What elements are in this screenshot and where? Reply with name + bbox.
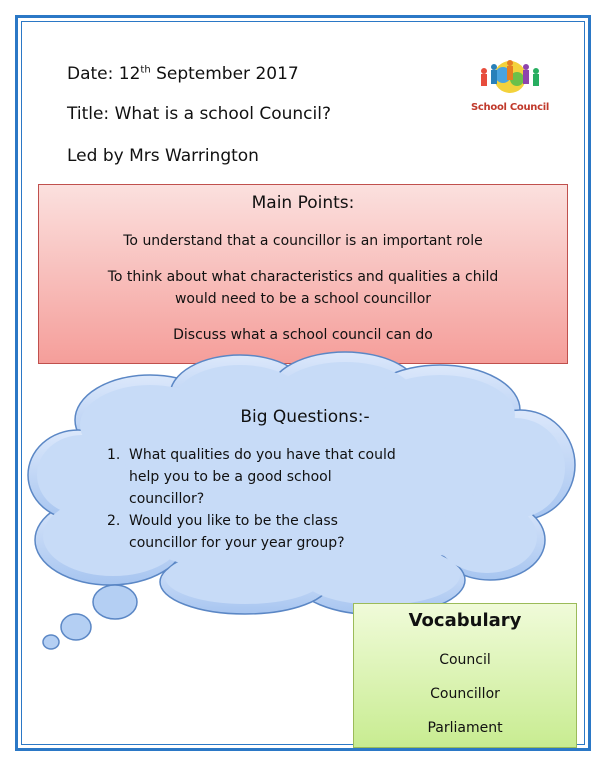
main-point-2b: would need to be a school councillor xyxy=(174,291,432,307)
main-point-1: To understand that a councillor is an important role xyxy=(123,233,483,249)
main-points-heading: Main Points: xyxy=(251,193,355,213)
logo-text: School Council xyxy=(471,102,549,113)
vocabulary-box xyxy=(353,603,577,748)
vocabulary-heading: Vocabulary xyxy=(408,610,522,631)
vocab-word-councillor: Councillor xyxy=(430,686,500,702)
big-question-1: 1. What qualities do you have that could help you to be a good school councillor? xyxy=(107,447,396,507)
big-question-2: 2. Would you like to be the class councillor for your year group? xyxy=(107,513,345,551)
thought-bubble-trail xyxy=(43,585,137,649)
big-questions-heading: Big Questions:- xyxy=(240,407,370,427)
date-line: Date: 12th September 2017 xyxy=(67,64,299,84)
main-point-3: Discuss what a school council can do xyxy=(173,327,433,343)
big-questions-list xyxy=(107,444,487,554)
led-by-line: Led by Mrs Warrington xyxy=(67,146,259,166)
vocab-word-parliament: Parliament xyxy=(427,720,503,736)
session-title: Title: What is a school Council? xyxy=(67,104,331,124)
main-point-2a: To think about what characteristics and qualities a child xyxy=(107,269,499,285)
vocab-word-council: Council xyxy=(439,652,491,668)
